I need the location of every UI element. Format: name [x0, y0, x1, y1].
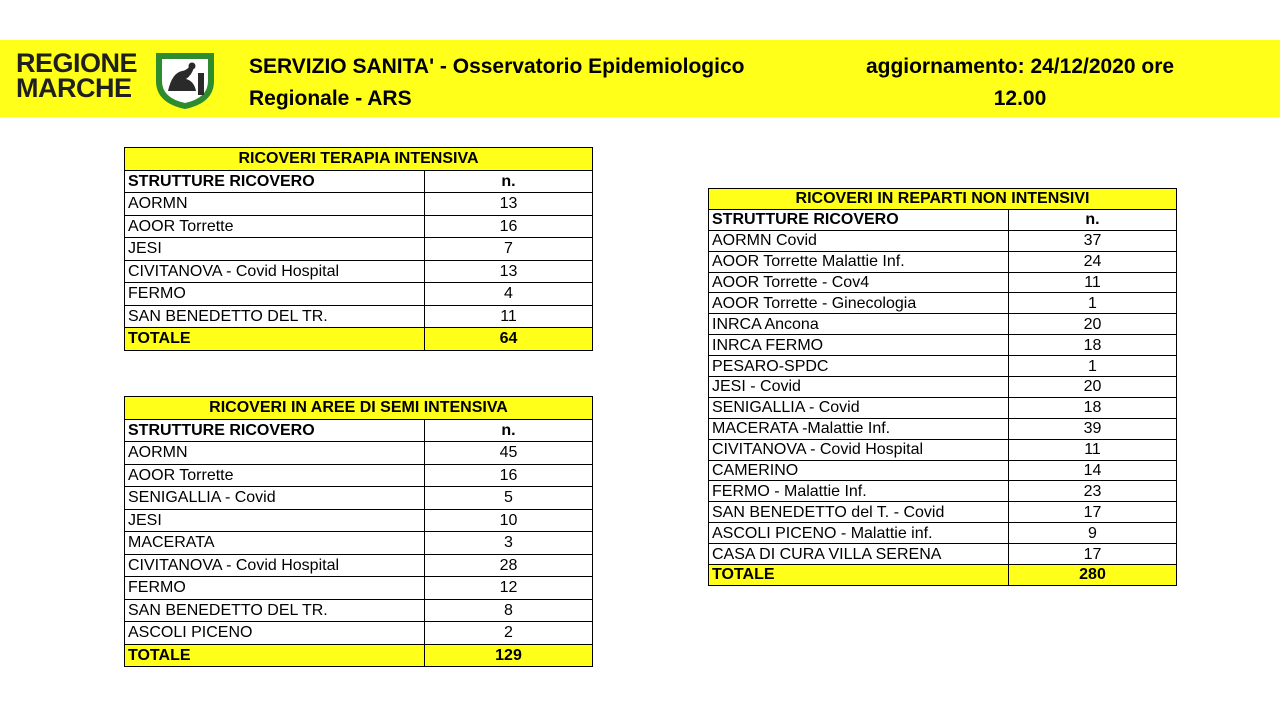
total-value: 64 — [425, 328, 593, 351]
structure-name: AOOR Torrette Malattie Inf. — [709, 251, 1009, 272]
patient-count: 37 — [1009, 230, 1177, 251]
table-row — [709, 418, 1177, 439]
patient-count: 20 — [1009, 377, 1177, 398]
column-header-structure: STRUTTURE RICOVERO — [709, 209, 1009, 230]
logo-line-2: MARCHE — [16, 73, 132, 103]
total-value: 280 — [1009, 565, 1177, 586]
patient-count: 4 — [425, 283, 593, 306]
patient-count: 8 — [425, 599, 593, 622]
logo-line-1: REGIONE — [16, 48, 138, 78]
page-title — [249, 51, 809, 115]
total-value: 129 — [425, 644, 593, 667]
total-row — [125, 644, 593, 667]
table-header-row — [125, 170, 593, 193]
structure-name: CIVITANOVA - Covid Hospital — [709, 439, 1009, 460]
patient-count: 18 — [1009, 335, 1177, 356]
table-row — [709, 272, 1177, 293]
structure-name: SENIGALLIA - Covid — [709, 397, 1009, 418]
structure-name: AOOR Torrette — [125, 464, 425, 487]
table-row — [125, 599, 593, 622]
structure-name: AORMN — [125, 442, 425, 465]
table-row — [709, 251, 1177, 272]
structure-name: JESI — [125, 238, 425, 261]
table-row — [125, 305, 593, 328]
table-row — [125, 509, 593, 532]
update-line-1: aggiornamento: 24/12/2020 ore — [865, 55, 1175, 78]
structure-name: AOOR Torrette — [125, 215, 425, 238]
patient-count: 17 — [1009, 502, 1177, 523]
intensive-care-table — [124, 147, 593, 351]
structure-name: FERMO — [125, 577, 425, 600]
column-header-n: n. — [425, 419, 593, 442]
structure-name: AOOR Torrette - Cov4 — [709, 272, 1009, 293]
patient-count: 20 — [1009, 314, 1177, 335]
non-intensive-table — [708, 188, 1177, 586]
patient-count: 16 — [425, 464, 593, 487]
table-title: RICOVERI TERAPIA INTENSIVA — [125, 148, 593, 171]
structure-name: ASCOLI PICENO - Malattie inf. — [709, 523, 1009, 544]
table-row — [125, 238, 593, 261]
structure-name: AOOR Torrette - Ginecologia — [709, 293, 1009, 314]
table-row — [125, 442, 593, 465]
structure-name: FERMO — [125, 283, 425, 306]
structure-name: INRCA Ancona — [709, 314, 1009, 335]
structure-name: FERMO - Malattie Inf. — [709, 481, 1009, 502]
patient-count: 24 — [1009, 251, 1177, 272]
total-row — [125, 328, 593, 351]
table-row — [709, 502, 1177, 523]
patient-count: 11 — [1009, 439, 1177, 460]
table-title-row — [709, 189, 1177, 210]
structure-name: SENIGALLIA - Covid — [125, 487, 425, 510]
structure-name: MACERATA -Malattie Inf. — [709, 418, 1009, 439]
patient-count: 16 — [425, 215, 593, 238]
regione-marche-logo — [16, 48, 226, 111]
patient-count: 13 — [425, 260, 593, 283]
table-row — [125, 260, 593, 283]
table-row — [125, 577, 593, 600]
patient-count: 18 — [1009, 397, 1177, 418]
table-row — [709, 544, 1177, 565]
title-line-1: SERVIZIO SANITA' - Osservatorio Epidemiologico — [249, 55, 745, 78]
structure-name: AORMN Covid — [709, 230, 1009, 251]
total-row — [709, 565, 1177, 586]
patient-count: 28 — [425, 554, 593, 577]
regione-marche-emblem-icon — [154, 51, 216, 111]
patient-count: 39 — [1009, 418, 1177, 439]
table-row — [125, 464, 593, 487]
patient-count: 1 — [1009, 293, 1177, 314]
patient-count: 10 — [425, 509, 593, 532]
table-row — [125, 487, 593, 510]
update-line-2: 12.00 — [993, 87, 1047, 110]
table-row — [709, 377, 1177, 398]
structure-name: CIVITANOVA - Covid Hospital — [125, 260, 425, 283]
column-header-n: n. — [1009, 209, 1177, 230]
patient-count: 9 — [1009, 523, 1177, 544]
semi-intensive-table — [124, 396, 593, 667]
structure-name: SAN BENEDETTO DEL TR. — [125, 305, 425, 328]
structure-name: INRCA FERMO — [709, 335, 1009, 356]
table-row — [125, 622, 593, 645]
patient-count: 5 — [425, 487, 593, 510]
table-row — [709, 293, 1177, 314]
table-header-row — [709, 209, 1177, 230]
structure-name: ASCOLI PICENO — [125, 622, 425, 645]
table-title-row — [125, 148, 593, 171]
structure-name: SAN BENEDETTO del T. - Covid — [709, 502, 1009, 523]
structure-name: CASA DI CURA VILLA SERENA — [709, 544, 1009, 565]
patient-count: 23 — [1009, 481, 1177, 502]
patient-count: 13 — [425, 193, 593, 216]
total-label: TOTALE — [709, 565, 1009, 586]
table-row — [709, 460, 1177, 481]
table-row — [125, 193, 593, 216]
table-title: RICOVERI IN AREE DI SEMI INTENSIVA — [125, 397, 593, 420]
structure-name: AORMN — [125, 193, 425, 216]
update-timestamp — [830, 51, 1210, 115]
header-banner — [0, 40, 1280, 117]
column-header-structure: STRUTTURE RICOVERO — [125, 170, 425, 193]
table-row — [709, 314, 1177, 335]
structure-name: SAN BENEDETTO DEL TR. — [125, 599, 425, 622]
table-row — [125, 532, 593, 555]
total-label: TOTALE — [125, 644, 425, 667]
column-header-structure: STRUTTURE RICOVERO — [125, 419, 425, 442]
total-label: TOTALE — [125, 328, 425, 351]
structure-name: JESI — [125, 509, 425, 532]
patient-count: 17 — [1009, 544, 1177, 565]
structure-name: CIVITANOVA - Covid Hospital — [125, 554, 425, 577]
structure-name: JESI - Covid — [709, 377, 1009, 398]
table-row — [125, 554, 593, 577]
table-row — [125, 215, 593, 238]
table-title: RICOVERI IN REPARTI NON INTENSIVI — [709, 189, 1177, 210]
table-row — [709, 481, 1177, 502]
patient-count: 14 — [1009, 460, 1177, 481]
structure-name: PESARO-SPDC — [709, 356, 1009, 377]
logo-text — [16, 48, 161, 103]
title-line-2: Regionale - ARS — [249, 87, 412, 110]
table-row — [709, 335, 1177, 356]
patient-count: 12 — [425, 577, 593, 600]
table-row — [125, 283, 593, 306]
structure-name: MACERATA — [125, 532, 425, 555]
table-row — [709, 397, 1177, 418]
patient-count: 11 — [1009, 272, 1177, 293]
table-title-row — [125, 397, 593, 420]
table-row — [709, 356, 1177, 377]
table-row — [709, 439, 1177, 460]
patient-count: 45 — [425, 442, 593, 465]
structure-name: CAMERINO — [709, 460, 1009, 481]
patient-count: 2 — [425, 622, 593, 645]
table-row — [709, 523, 1177, 544]
table-row — [709, 230, 1177, 251]
patient-count: 11 — [425, 305, 593, 328]
column-header-n: n. — [425, 170, 593, 193]
patient-count: 7 — [425, 238, 593, 261]
patient-count: 3 — [425, 532, 593, 555]
patient-count: 1 — [1009, 356, 1177, 377]
table-header-row — [125, 419, 593, 442]
